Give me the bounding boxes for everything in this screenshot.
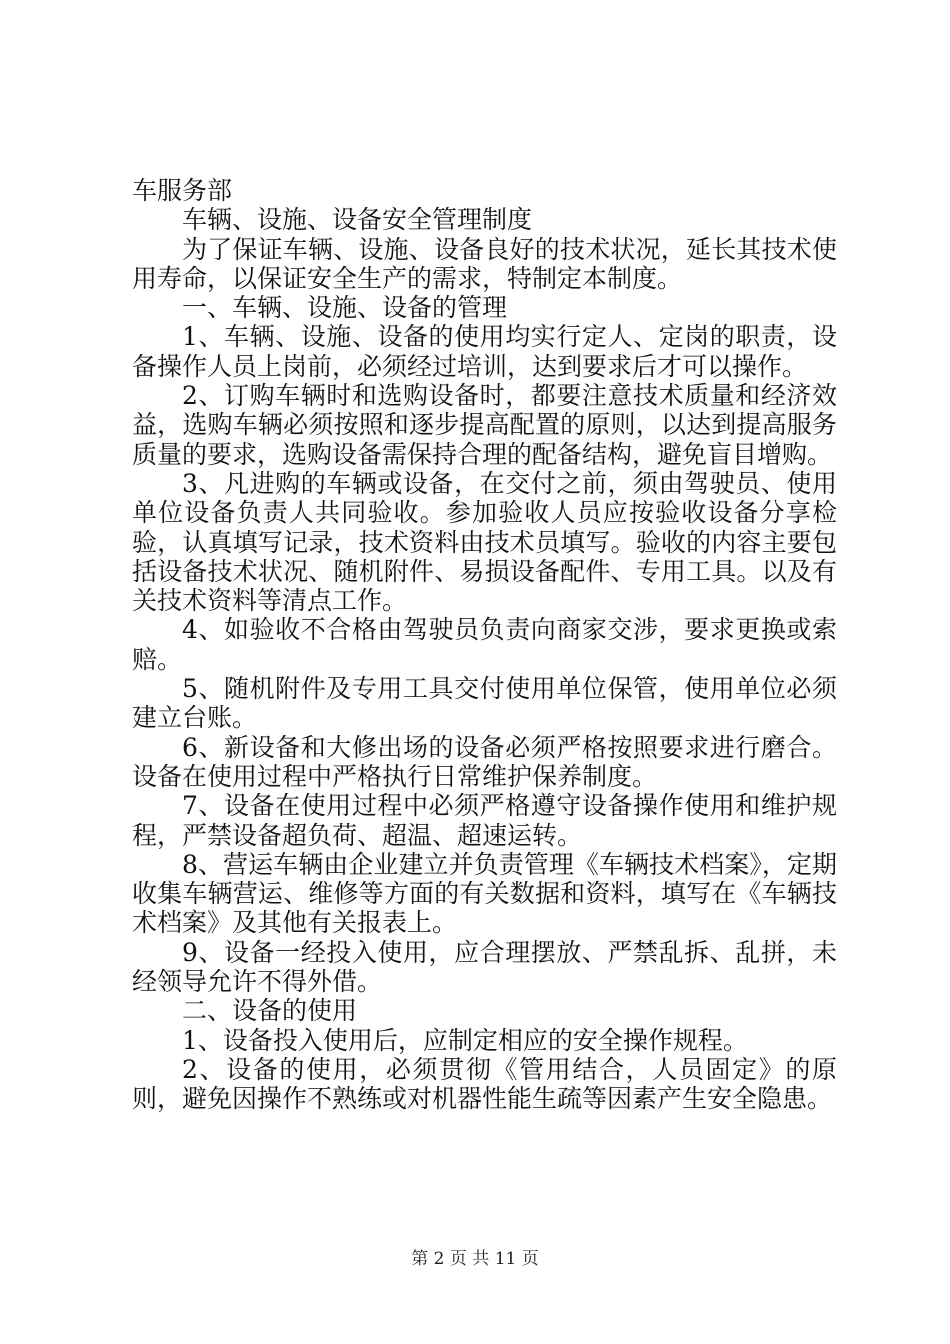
paragraph-item: 1、设备投入使用后，应制定相应的安全操作规程。 [182, 1025, 748, 1055]
paragraph-item: 2、设备的使用，必须贯彻《管用结合，人员固定》的原则，避免因操作不熟练或对机器性能生疏等因素产生安全隐患。 [132, 1054, 837, 1114]
document-body [132, 176, 837, 1114]
document-header: 车服务部 [132, 176, 233, 205]
paragraph-item: 3、凡进购的车辆或设备，在交付之前，须由驾驶员、使用单位设备负责人共同验收。参加验收人员应按验收设备分享检验，认真填写记录，技术资料由技术员填写。验收的内容主要包括设备技术状况、随机附件、易损设备配件、专用工具。以及有关技术资料等清点工作。 [132, 468, 837, 616]
section-heading-1: 一、车辆、设施、设备的管理 [182, 293, 508, 323]
paragraph-item: 2、订购车辆时和选购设备时，都要注意技术质量和经济效益，选购车辆必须按照和逐步提高配置的原则，以达到提高服务质量的要求，选购设备需保持合理的配备结构，避免盲目增购。 [132, 381, 837, 469]
paragraph-item: 1、车辆、设施、设备的使用均实行定人、定岗的职责，设备操作人员上岗前，必须经过培训，达到要求后才可以操作。 [132, 322, 837, 381]
page-number-label: 第 2 页 共 11 页 [411, 1249, 539, 1269]
paragraph-item: 9、设备一经投入使用，应合理摆放、严禁乱拆、乱拼，未经领导允许不得外借。 [132, 937, 837, 997]
page-footer [0, 1244, 950, 1269]
document-title: 车辆、设施、设备安全管理制度 [182, 205, 533, 235]
paragraph-item: 4、如验收不合格由驾驶员负责向商家交涉，要求更换或索赔。 [132, 615, 837, 674]
paragraph-item: 8、营运车辆由企业建立并负责管理《车辆技术档案》，定期收集车辆营运、维修等方面的有关数据和资料，填写在《车辆技术档案》及其他有关报表上。 [132, 849, 837, 938]
paragraph-item: 5、随机附件及专用工具交付使用单位保管，使用单位必须建立台账。 [132, 674, 837, 733]
paragraph-item: 7、设备在使用过程中必须严格遵守设备操作使用和维护规程，严禁设备超负荷、超温、超速运转。 [132, 791, 837, 850]
paragraph-intro: 为了保证车辆、设施、设备良好的技术状况，延长其技术使用寿命，以保证安全生产的需求，特制定本制度。 [132, 234, 837, 293]
paragraph-item: 6、新设备和大修出场的设备必须严格按照要求进行磨合。设备在使用过程中严格执行日常维护保养制度。 [132, 732, 837, 791]
section-heading-2: 二、设备的使用 [182, 996, 358, 1026]
